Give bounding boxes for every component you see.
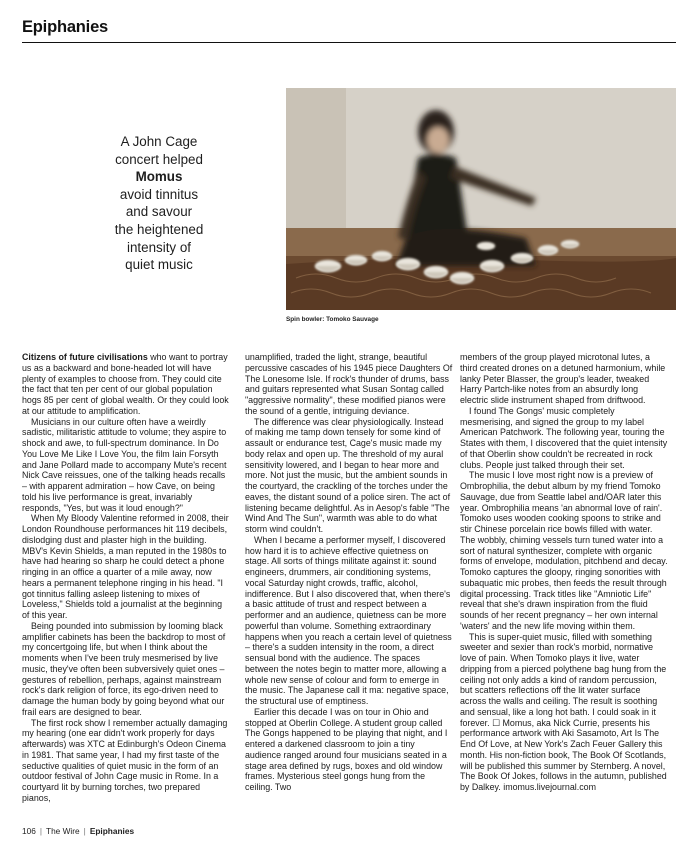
page-number: 106 [22, 826, 36, 836]
paragraph-text: Earlier this decade I was on tour in Ohio and stopped at Oberlin College. A student group called The Gongs happened to be playing that night, and I entered a darkened classroom to join a tiny audience ranged around four musicians seated in a stage area defined by rugs, boxes and old window frames. Mysterious steel gongs hung from the ceiling. Two [245, 706, 448, 792]
standfirst-line: and savour [125, 204, 193, 220]
standfirst-line: the heightened [114, 221, 204, 237]
page-footer [22, 826, 134, 836]
footer-separator: | [39, 826, 42, 836]
photo-caption: Spin bowler: Tomoko Sauvage [286, 316, 379, 323]
article-paragraph [22, 352, 230, 417]
standfirst-line: A John Cage [120, 134, 198, 149]
article-paragraph [245, 535, 453, 707]
paragraph-text: unamplified, traded the light, strange, beautiful percussive cascades of his 1945 piece Daughters Of The Lonesome Isle. If rock's thunder of drums, bass and guitars represented what Susan Sontag called "aggressive normality", these modified pianos were the sound of a gentle, intriguing deviance. [245, 352, 453, 416]
paragraph-text: I found The Gongs' music completely mesmerising, and signed the group to my label American Patchwork. The following year, touring the States with them, I discovered that the quiet intensity of that Oberlin show couldn't be recreated in rock clubs. People just talked through their set. [460, 405, 668, 470]
article-column-3 [460, 352, 668, 793]
article-column-1 [22, 352, 230, 804]
photo-illustration [286, 88, 676, 310]
article-paragraph [22, 417, 230, 514]
article-paragraph [460, 406, 668, 471]
article-paragraph [460, 470, 668, 631]
header-rule [22, 42, 676, 43]
footer-section: Epiphanies [89, 826, 135, 836]
paragraph-text: When I became a performer myself, I discovered how hard it is to achieve effective quietness on stage. All sorts of things militate against it: sound engineers, drummers, air conditioning systems, vocal Saturday night crowds, traffic, alcohol, indifference. But I also discovered that, when there's a basic attitude of trust and respect between a performer and an audience, quietness can be more powerful than volume. Something extraordinary happens when you reach a certain level of quietness – there's a sudden intensity in the room, a direct sensual bond with the audience. The spaces between the notes begin to matter more, allowing a whole new sense of colour and form to emerge in the music. The Japanese call it ma: negative space, the structural use of emptiness. [245, 534, 452, 706]
page-header [22, 14, 676, 44]
footer-separator: | [83, 826, 86, 836]
article-paragraph [22, 621, 230, 718]
article-paragraph [460, 632, 668, 793]
standfirst [90, 133, 228, 274]
paragraph-text: The music I love most right now is a preview of Ombrophilia, the debut album by my friend Tomoko Sauvage, due from Seattle label and/OAR later this year. Ombrophilia means 'an abnormal love of rain'. Tomoko uses wooden cooking spoons to strike and stir Chinese porcelain rice bowls filled with water. The wobbly, chiming vessels turn tuned water into a sort of natural synthesizer, complete with organic forms of envelope, modulation, pitchbend and decay. Tomoko captures the gloopy, ringing sonorities with subaquatic mic probes, then feeds the result through digital processing. Track titles like "Amniotic Life" reveal that she's drawn inspiration from the fluid sounds of her recent pregnancy – her own internal 'waters' and the new life moving within them. [460, 470, 668, 631]
lead-in: Citizens of future civilisations [22, 352, 148, 362]
article-paragraph [245, 417, 453, 535]
paragraph-text: The difference was clear physiologically. Instead of making me tamp down tensely for some kind of assault or endurance test, Cage's music made my body relax and open up. The threshold of my aural sensitivity lowered, and I began to hear more and more. Not just the music, but the ambient sounds in the courtyard, the crackling of the torches under the eaves, the distant sound of a police siren. The act of listening became delightful. As in Aesop's fable "The Wind And The Sun", warmth was able to do what storm wind couldn't. [245, 416, 451, 534]
article-paragraph [22, 718, 230, 804]
section-title: Epiphanies [22, 18, 109, 36]
paragraph-text: Musicians in our culture often have a weirdly sadistic, militaristic attitude to volume; they aspire to shock and awe, to full-spectrum dominance. In Do You Love Me Like I Love You, the film Iain Forsyth and Jane Pollard made to accompany Mute's recent Nick Cave reissues, one of the talking heads recalls – with apparent admiration – how Cave, on being told his live performance is great, invariably responds, "Yes, but was it loud enough?" [22, 416, 227, 513]
paragraph-text: When My Bloody Valentine reformed in 2008, their London Roundhouse performances hit 119 decibels, dislodging dust and plaster high in the building. MBV's Kevin Shields, a man reputed in the 1980s to have had hearing so sharp he could detect a phone ringing in an office a quarter of a mile away, now hears a permanent telephone ringing in his head. "I got tinnitus falling asleep listening to mixes of Loveless," Shields told a journalist at the beginning of this year. [22, 513, 229, 620]
article-paragraph [22, 513, 230, 621]
article-paragraph [245, 352, 453, 417]
standfirst-line: concert helped [115, 151, 203, 167]
standfirst-line: intensity of [126, 239, 191, 255]
standfirst-line: avoid tinnitus [119, 186, 199, 202]
standfirst-line: quiet music [125, 257, 193, 273]
paragraph-text: who want to portray us as a backward and bone-headed lot will have plenty of examples to choose from. They could cite the fact that ten per cent of our global population hogs 85 per cent of global wealth. Or they could look at our attitude to amplification. [22, 352, 229, 416]
paragraph-text: This is super-quiet music, filled with something sweeter and sexier than rock's morbid, normative love of pain. When Tomoko plays it live, water dripping from a pierced polythene bag hung from the ceiling not only adds a kind of random percussion, but scatters reflections off the lit water surface across the walls and ceiling. The result is soothing and sensual, like a long hot bath. I could soak in it forever. ☐ Momus, aka Nick Currie, presents his performance artwork with Aki Sasamoto, Art Is The End Of Love, at New York's Zach Feuer Gallery this month. His non-fiction book, The Book Of Scotlands, will be published this summer by Sternberg. A novel, The Book Of Jokes, follows in the autumn, published by Dalkey. imomus.livejournal.com [460, 631, 667, 792]
magazine-name: The Wire [46, 826, 80, 836]
paragraph-text: The first rock show I remember actually damaging my hearing (one ear didn't work properly for days afterwards) was XTC at Edinburgh's Odeon Cinema in 1981. That same year, I had my first taste of the seductive qualities of quiet music in the form of an outdoor festival of John Cage music in Rome. In a courtyard lit by burning torches, two prepared pianos, [22, 717, 228, 803]
performer-photo [286, 88, 676, 310]
article-paragraph [460, 352, 668, 406]
paragraph-text: Being pounded into submission by looming black amplifier cabinets has been the backdrop to most of my concertgoing life, but when I think about the moments when I've been truly mesmerised by live music, they've often been subversively quiet ones – gestures of rebellion, perhaps, against mainstream rock's dark religion of force, its ego-driven need to damage the human body by going beyond what our frail ears are designed to bear. [22, 620, 226, 717]
standfirst-author-name: Momus [135, 169, 183, 185]
article-paragraph [245, 707, 453, 793]
article-column-2 [245, 352, 453, 793]
paragraph-text: members of the group played microtonal lutes, a third created drones on a detuned harmonium, while lanky Peter Blasser, the group's leader, tweaked Harry Partch-like notes from an absurdly long electric slide instrument shaped from driftwood. [460, 352, 666, 405]
